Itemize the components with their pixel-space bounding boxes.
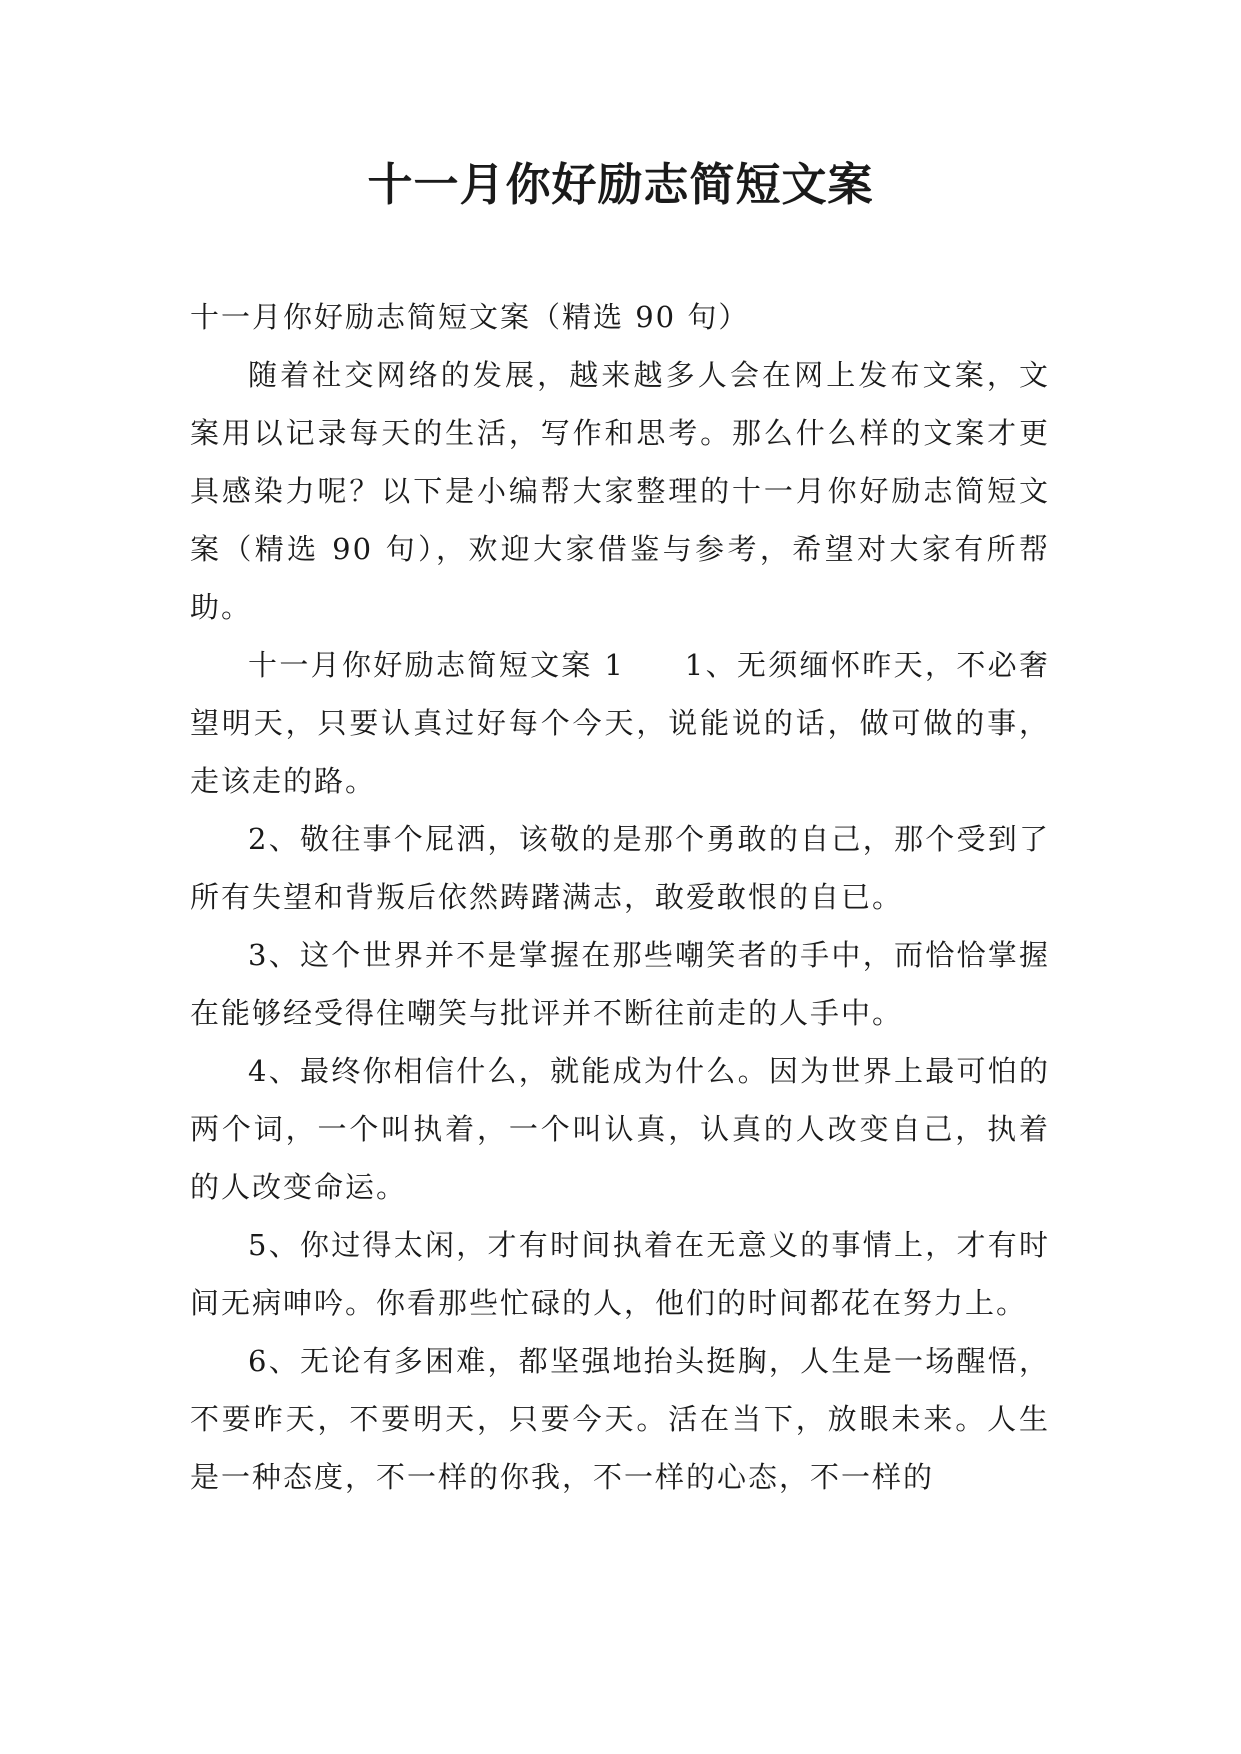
list-item-4: 4、最终你相信什么，就能成为什么。因为世界上最可怕的两个词，一个叫执着，一个叫认真，认真的人改变自己，执着的人改变命运。	[190, 1054, 1050, 1204]
section-first-paragraph	[190, 636, 1050, 810]
list-item-3: 3、这个世界并不是掌握在那些嘲笑者的手中，而恰恰掌握在能够经受得住嘲笑与批评并不断往前走的人手中。	[190, 938, 1050, 1030]
list-item-6: 6、无论有多困难，都坚强地抬头挺胸，人生是一场醒悟，不要昨天，不要明天，只要今天。活在当下，放眼未来。人生是一种态度，不一样的你我，不一样的心态，不一样的	[190, 1344, 1050, 1494]
intro-paragraph: 随着社交网络的发展，越来越多人会在网上发布文案，文案用以记录每天的生活，写作和思考。那么什么样的文案才更具感染力呢？以下是小编帮大家整理的十一月你好励志简短文案（精选 90 句），欢迎大家借鉴与参考，希望对大家有所帮助。	[190, 358, 1050, 624]
section-heading: 十一月你好励志简短文案 1	[248, 648, 625, 682]
document-title: 十一月你好励志简短文案	[367, 158, 874, 211]
list-item-1: 1、无须缅怀昨天，不必奢望明天，只要认真过好每个今天，说能说的话，做可做的事，走该走的路。	[190, 648, 1050, 798]
document-body	[190, 288, 1050, 1506]
list-item-2: 2、敬往事个屁洒，该敬的是那个勇敢的自己，那个受到了所有失望和背叛后依然踌躇满志，敢爱敢恨的自已。	[190, 822, 1050, 914]
document-subtitle: 十一月你好励志简短文案（精选 90 句）	[190, 300, 750, 334]
list-item-5: 5、你过得太闲，才有时间执着在无意义的事情上，才有时间无病呻吟。你看那些忙碌的人，他们的时间都花在努力上。	[190, 1228, 1050, 1320]
